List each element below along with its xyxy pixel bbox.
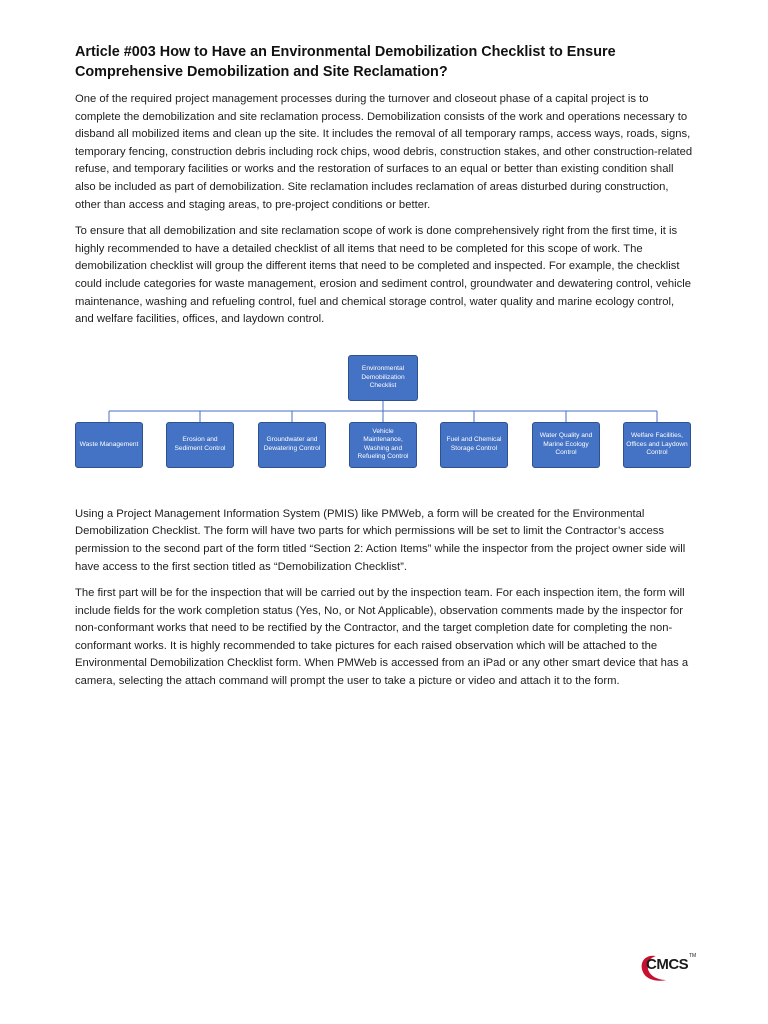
- diagram-box-fuel-chemical: Fuel and Chemical Storage Control: [440, 422, 508, 468]
- diagram-box-erosion-sediment: Erosion and Sediment Control: [166, 422, 234, 468]
- article: [75, 42, 695, 700]
- diagram-box-vehicle: Vehicle Maintenance, Washing and Refueling Control: [349, 422, 417, 468]
- diagram-box-groundwater: Groundwater and Dewatering Control: [258, 422, 326, 468]
- cmcs-logo: [636, 950, 698, 986]
- article-title: Article #003 How to Have an Environmental Demobilization Checklist to Ensure Comprehensive Demobilization and Site Reclamation?: [75, 44, 616, 80]
- diagram-box-waste-management: Waste Management: [75, 422, 143, 468]
- logo-trademark: TM: [689, 953, 697, 959]
- diagram-root-box: Environmental Demobilization Checklist: [348, 355, 418, 401]
- paragraph-2: To ensure that all demobilization and site reclamation scope of work is done comprehensively right from the first time, it is highly recommended to have a detailed checklist of all items that need to be completed for this scope of work. The demobilization checklist will group the different items that need to be completed and inspected. For example, the checklist could include categories for waste management, erosion and sediment control, groundwater and dewatering control, vehicle maintenance, washing and refueling control, fuel and chemical storage control, water quality and marine ecology control, and welfare facilities, offices, and laydown control.: [75, 225, 691, 326]
- paragraph-4: The first part will be for the inspection that will be carried out by the inspection team. For each inspection item, the form will include fields for the work completion status (Yes, No, or Not Applicable), observation comments made by the inspector for non-conformant works that need to be rectified by the Contractor, and the target completion date for completing the non-conformant works. It is highly recommended to take pictures for each raised observation which will be attached to the Environmental Demobilization Checklist form. When PMWeb is accessed from an iPad or any other smart device that has a camera, selecting the attach command will prompt the user to take a picture or video and attach it to the form.: [75, 587, 689, 688]
- logo-text: CMCS: [646, 956, 689, 973]
- paragraph-1: One of the required project management processes during the turnover and closeout phase of a capital project is to complete the demobilization and site reclamation process. Demobilization consists of the work and operations necessary to disband all mobilized items and clean up the site. It includes the removal of all temporary ramps, access ways, roads, signs, temporary fencing, construction debris including rock chips, wood debris, construction stakes, and other construction-related refuse, and temporary facilities or works and the restoration of surfaces to an equal or better than existing condition shall also be included as part of demobilization. Site reclamation includes reclamation of areas disturbed during construction, other than access and staging areas, to pre-project conditions or better.: [75, 93, 693, 211]
- org-chart-diagram: [75, 355, 695, 485]
- diagram-box-water-quality: Water Quality and Marine Ecology Control: [532, 422, 600, 468]
- paragraph-3: Using a Project Management Information System (PMIS) like PMWeb, a form will be created for the Environmental Demobilization Checklist. The form will have two parts for which permissions will be set to limit the Contractor’s access permission to the second part of the form titled “Section 2: Action Items” while the inspector from the project owner side will have access to the first section titled as “Demobilization Checklist”.: [75, 507, 686, 573]
- diagram-box-welfare: Welfare Facilities, Offices and Laydown Control: [623, 422, 691, 468]
